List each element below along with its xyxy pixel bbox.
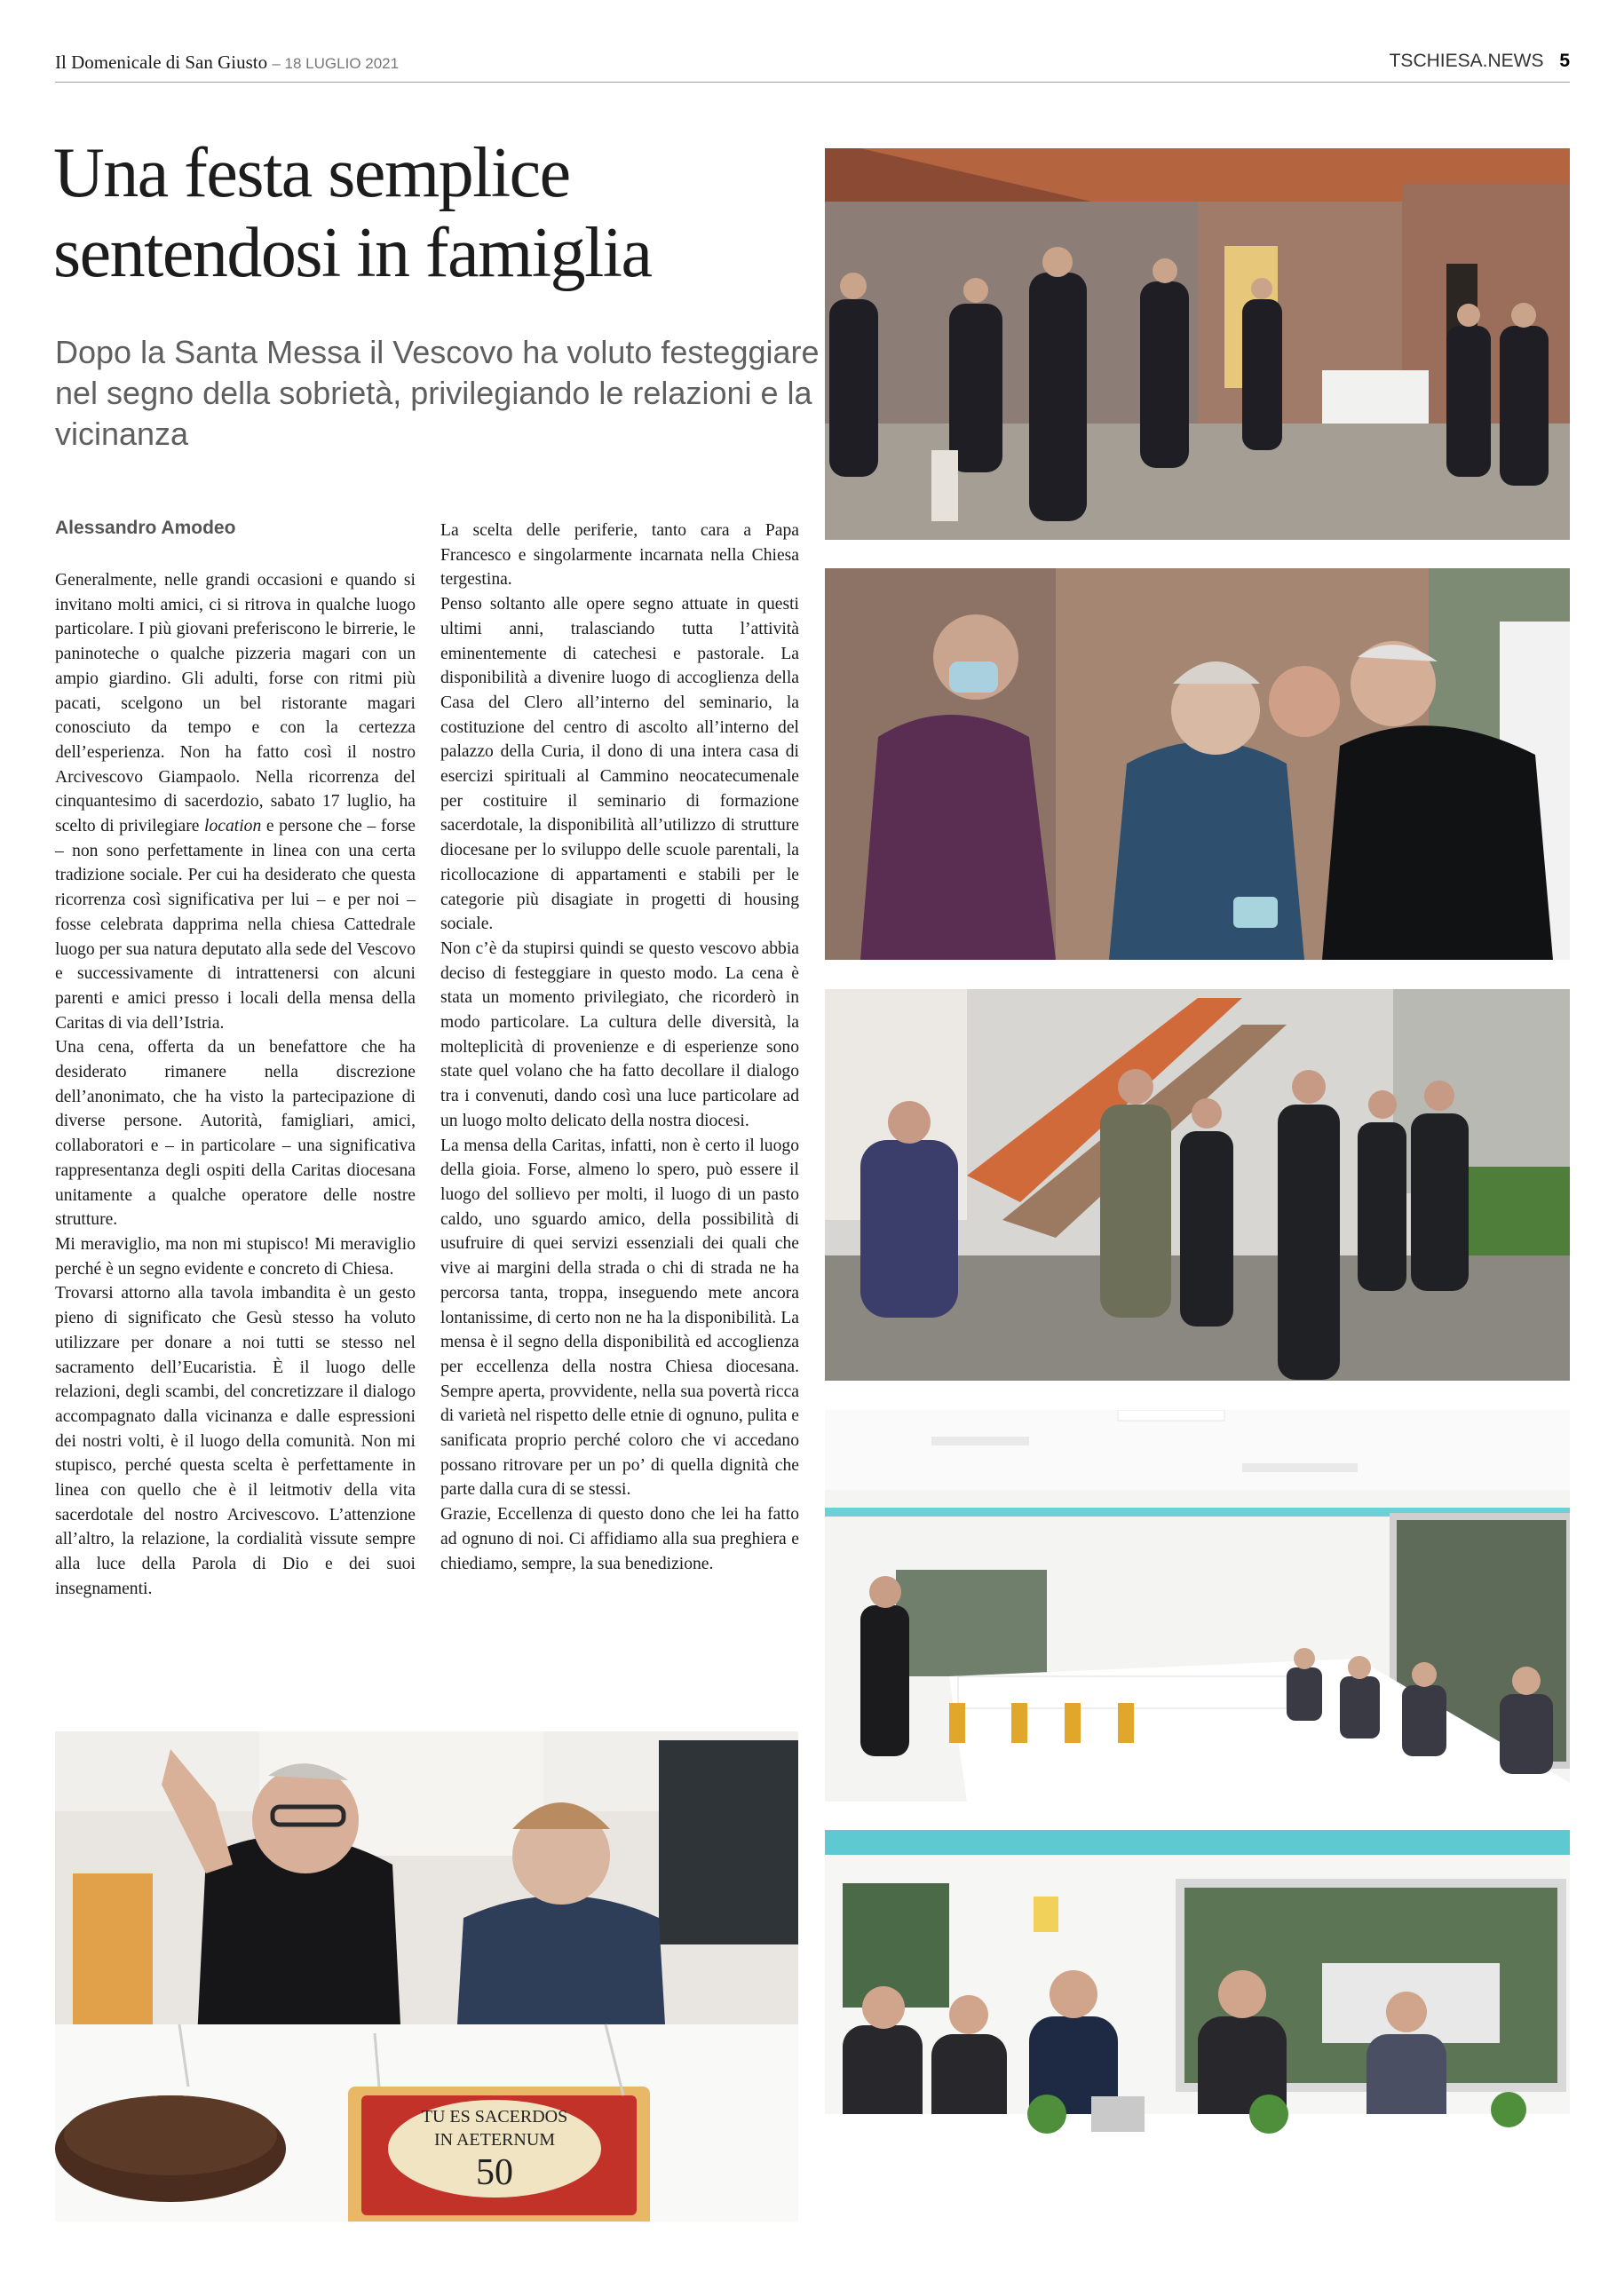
author-byline: Alessandro Amodeo: [55, 518, 236, 538]
paragraph: La mensa della Caritas, infatti, non è certo il luogo della gioia. Forse, almeno lo spero, può essere il luogo del sollievo per molti, il luogo di un pasto caldo, uno sguardo amico, della possibilità di usufruire di quei servizi essenziali dei quali che vive ai margini della strada o chi di strada ne ha percorsa tanta, troppa, inseguendo mete ancora lontanissime, di certo non ne ha la disponibilità. La mensa è il segno della disponibilità ed accoglienza per eccellenza della nostra Chiesa diocesana. Sempre aperta, provvidente, nella sua povertà ricca di varietà nel rispetto delle etnie di ognuno, pulita e sanificata proprio perché coloro che vi accedano possano ritrovare per un po’ di quella dignità che parte dalla cura di se stessi.: [440, 1136, 799, 1500]
photo-courtyard-gathering: [825, 148, 1570, 540]
photo-archbishop-greeting: [825, 568, 1570, 960]
paragraph: Una cena, offerta da un benefattore che ha desiderato rimanere nella discrezione dell’anonimato, che ha visto la partecipazione di diverse persone. Autorità, famigliari, amici, collaboratori e – in particolare – una significativa rappresentanza degli ospiti della Caritas diocesana unitamente a qualche operatore delle nostre strutture.: [55, 1038, 416, 1230]
paragraph: Penso soltanto alle opere segno attuate in questi ultimi anni, tralasciando tutta l’attività eminentemente di catechesi e pastorale. La disponibilità a divenire luogo di accoglienza della Casa del Clero all’interno del seminario, la costituzione del centro di ascolto all’interno del palazzo della Curia, il dono di una intera casa di esercizi spirituali al Cammino neocatecumenale per costituire il seminario di formazione sacerdotale, la disponibilità all’utilizzo di strutture diocesane per lo sviluppo delle scuole parentali, la ricollocazione di appartamenti e stabili per le categorie più disagiate in progetti di housing sociale.: [440, 595, 799, 934]
paragraph: Generalmente, nelle grandi occasioni e quando si invitano molti amici, ci si ritrova in qualche luogo particolare. I più giovani preferiscono le birrerie, le paninoteche o qualche pizzeria magari con un ampio giardino. Gli adulti, forse con ritmi più pacati, scelgono un bel ristorante magari conosciuto da tempo e con la certezza dell’esperienza. Non ha fatto così il nostro Arcivescovo Giampaolo. Nella ricorrenza del cinquantesimo di sacerdozio, sabato 17 luglio, ha scelto di privilegiare location e persone che – forse – non sono perfettamente in linea con una certa tradizione sociale. Per cui ha desiderato che questa ricorrenza così significativa per lui – e per noi – fosse celebrata dapprima nella chiesa Cattedrale luogo per sua natura deputato alla sede del Vescovo e successivamente di intrattenersi con alcuni parenti e amici presso i locali della mensa della Caritas di via dell’Istria.: [55, 571, 416, 1033]
article-subtitle: Dopo la Santa Messa il Vescovo ha voluto festeggiare nel segno della sobrietà, privilegiando le relazioni e la vicinanza: [55, 334, 820, 452]
paragraph: Non c’è da stupirsi quindi se questo vescovo abbia deciso di festeggiare in questo modo. La cena è stata un momento privilegiato, che ricorderò in modo particolare. La cultura delle diversità, la molteplicità di provenienze e di esperienze sono state quel volano che ha fatto decollare il dialogo tra i convenuti, dando così una luce particolare ad un luogo molto delicato della nostra diocesi.: [440, 939, 799, 1130]
cake-inscription-line-2: IN AETERNUM: [433, 2130, 556, 2150]
site-name[interactable]: TSCHIESA.NEWS: [1389, 51, 1544, 71]
photo-head-table: [825, 1830, 1570, 2222]
photo-dining-hall: [825, 1410, 1570, 1802]
photo-courtyard-stairs: [825, 989, 1570, 1381]
paragraph: Mi meraviglio, ma non mi stupisco! Mi meraviglio perché è un segno evidente e concreto di Chiesa.: [55, 1234, 416, 1279]
cake-number: 50: [476, 2152, 513, 2193]
photo-celebration-cake: [55, 1731, 798, 2222]
paragraph: Trovarsi attorno alla tavola imbandita è un gesto pieno di significato che Gesù stesso ha voluto utilizzare per donare a noi tutti se stesso nel sacramento dell’Eucaristia. È il luogo delle relazioni, degli scambi, del concretizzare il dialogo accompagnato dalla vicinanza e dalle espressioni dei nostri volti, è il luogo della comunità. Non mi stupisco, perché questa scelta è perfettamente in linea con quello che è il leitmotiv della vita sacerdotale del nostro Arcivescovo. L’attenzione all’altro, la relazione, la cordialità vissute sempre alla luce della Parola di Dio e dei suoi insegnamenti.: [55, 1284, 416, 1598]
article-title: Una festa semplice sentendosi in famiglia: [53, 134, 652, 292]
article-column-1: [55, 568, 416, 1602]
site-and-page: [1390, 51, 1570, 72]
paragraph: La scelta delle periferie, tanto cara a Papa Francesco e singolarmente incarnata nella Chiesa tergestina.: [440, 521, 799, 590]
paragraph: Grazie, Eccellenza di questo dono che lei ha fatto ad ognuno di noi. Ci affidiamo alla sua preghiera e chiediamo, sempre, la sua benedizione.: [440, 1505, 799, 1573]
publication-line: [55, 51, 399, 74]
running-header: [55, 46, 1570, 83]
article-column-2: [440, 519, 799, 1576]
publication-name: Il Domenicale di San Giusto: [55, 51, 268, 73]
issue-date: – 18 LUGLIO 2021: [272, 55, 400, 72]
cake-inscription-line-1: TU ES SACERDOS: [421, 2107, 568, 2126]
page-number: 5: [1559, 51, 1570, 71]
